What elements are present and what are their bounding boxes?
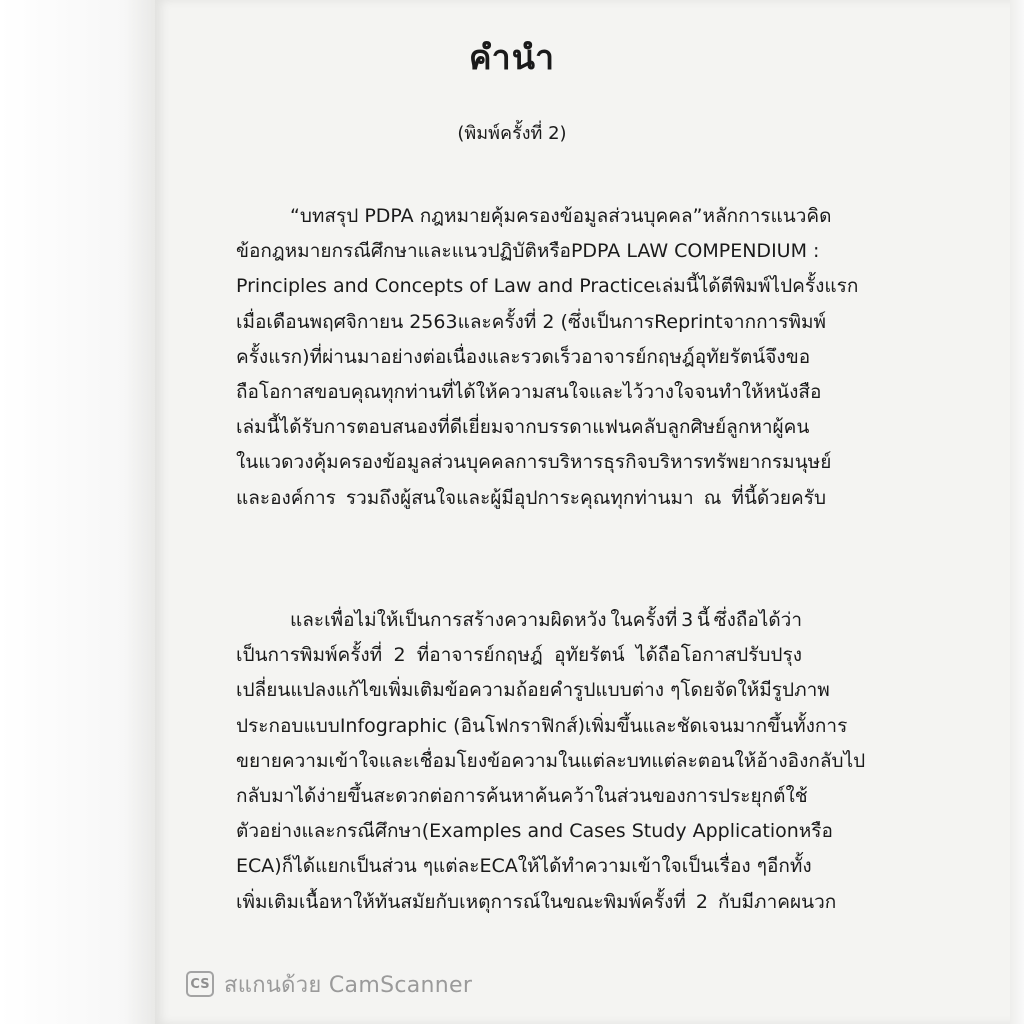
text-segment: การบริหารธุรกิจ: [515, 451, 648, 474]
text-segment: Principles and Concepts of Law and Practice: [236, 275, 656, 298]
text-line: [236, 485, 827, 511]
text-segment: จากการพิมพ์: [722, 310, 827, 333]
text-segment: ถ้อยคำ: [515, 679, 574, 702]
text-segment: ซึ่งถือได้ว่า: [713, 609, 802, 631]
text-segment: PDPA LAW COMPENDIUM :: [570, 240, 820, 263]
text-segment: บริหารทรัพยากรมนุษย์: [647, 451, 832, 474]
text-segment: 3: [681, 609, 694, 631]
page-subtitle: (พิมพ์ครั้งที่ 2): [457, 123, 567, 144]
text-segment: หลักการ: [702, 205, 771, 227]
text-segment: สะดวกต่อการค้นหาค้นคว้า: [373, 785, 595, 807]
text-segment: อุทัยรัตน์: [554, 644, 625, 667]
text-segment: ตัวอย่าง: [236, 820, 302, 843]
text-line: [236, 238, 820, 264]
text-segment: นี้: [696, 609, 710, 631]
text-segment: ถือโอกาสขอบคุณทุกท่านที่ได้ให้ความสนใจและไว้วางใจ: [236, 381, 695, 403]
text-segment: ณ: [703, 486, 722, 509]
text-line: [236, 414, 810, 440]
text-line: [236, 853, 812, 879]
text-segment: ECA: [479, 855, 518, 878]
facing-page-edge: [0, 0, 155, 1024]
text-segment: Infographic (อินโฟกราฟิกส์): [339, 714, 585, 737]
text-segment: เป็นการพิมพ์ครั้งที่: [236, 644, 383, 667]
text-segment: เพิ่มเติมเนื้อหาให้ทันสมัยกับเหตุการณ์ในขณะพิมพ์ครั้งที่: [236, 890, 686, 913]
camscanner-logo-icon: CS: [186, 971, 214, 997]
text-line: [290, 607, 802, 633]
text-segment: และกรณีศึกษา: [301, 820, 422, 843]
text-segment: รวมถึงผู้สนใจและผู้มีอุปการะคุณทุกท่านมา: [345, 486, 694, 509]
text-segment: ข้อกฎหมาย: [236, 240, 332, 263]
text-segment: อีกทั้ง: [766, 855, 812, 878]
text-line: [236, 748, 866, 774]
text-line: [236, 379, 822, 405]
text-line: [236, 783, 808, 809]
camscanner-watermark: [186, 970, 472, 998]
text-line: [236, 677, 830, 703]
text-segment: อุทัยรัตน์: [694, 345, 766, 368]
text-line: [290, 203, 832, 229]
text-segment: เล่มนี้ได้รับการตอบสนองที่ดีเยี่ยมจากบรรดาแฟนคลับ: [236, 416, 668, 439]
text-segment: ได้ตีพิมพ์ไปครั้งแรก: [698, 275, 859, 298]
text-segment: (Examples and Cases Study Application: [421, 820, 799, 843]
text-segment: เพิ่มขึ้นและชัดเจนมากขึ้น: [584, 714, 794, 737]
text-segment: 2: [695, 890, 708, 913]
text-segment: ที่อาจารย์กฤษฎ์: [416, 644, 543, 667]
text-segment: และเพื่อไม่ให้เป็นการสร้างความผิดหวัง: [290, 609, 607, 631]
text-segment: หรือ: [536, 240, 571, 263]
text-line: [236, 449, 832, 475]
text-segment: ในครั้งที่: [610, 609, 678, 631]
text-segment: แต่ละ: [433, 855, 480, 878]
text-segment: กลับมาได้ง่ายขึ้น: [236, 785, 374, 807]
text-segment: เพิ่มเติมข้อความ: [381, 679, 516, 702]
text-segment: เปลี่ยนแปลง: [236, 679, 336, 702]
text-segment: หรือ: [798, 820, 833, 843]
text-segment: อาจารย์กฤษฎ์: [581, 345, 695, 368]
text-segment: ก็ได้: [281, 855, 316, 878]
page-title: คำนำ: [468, 38, 556, 78]
text-segment: และองค์การ: [236, 486, 336, 509]
text-line: [236, 642, 802, 668]
text-segment: กรณีศึกษาและแนวปฏิบัติ: [331, 240, 537, 263]
text-segment: ได้ถือโอกาสปรับปรุง: [635, 644, 802, 667]
text-segment: ในแวดวงคุ้มครองข้อมูลส่วนบุคคล: [236, 451, 516, 474]
text-line: [236, 818, 833, 844]
text-segment: และครั้งที่ 2 (ซึ่งเป็นการ: [457, 310, 655, 333]
text-segment: รูปแบบต่าง ๆ: [573, 679, 681, 702]
text-segment: เล่มนี้: [655, 275, 699, 298]
text-line: [236, 309, 827, 335]
text-segment: ให้ได้ทำความเข้าใจเป็นเรื่อง ๆ: [517, 855, 767, 878]
text-segment: “บทสรุป PDPA กฎหมายคุ้มครองข้อมูลส่วนบุคคล”: [290, 205, 703, 227]
text-segment: แยกเป็นส่วน ๆ: [315, 855, 434, 878]
text-segment: ผู้คน: [772, 416, 810, 439]
text-segment: 2: [393, 644, 406, 667]
text-line: [236, 713, 848, 739]
text-segment: ประกอบแบบ: [236, 714, 340, 737]
text-segment: จึงขอ: [765, 345, 811, 368]
text-segment: ECA): [236, 855, 282, 878]
text-segment: ขยายความเข้าใจและเชื่อมโยงข้อความในแต่ละบทแต่ละตอนให้อ้างอิงกลับไป: [236, 749, 866, 772]
text-line: [236, 889, 837, 915]
text-segment: เมื่อเดือนพฤศจิกายน 2563: [236, 310, 458, 333]
text-segment: แก้ไข: [335, 679, 382, 702]
text-segment: ทั้งการ: [793, 714, 848, 737]
text-segment: โดยจัดให้มีรูปภาพ: [680, 679, 830, 702]
text-segment: จนทำให้หนังสือ: [694, 381, 822, 403]
text-segment: กับมีภาคผนวก: [717, 890, 837, 913]
text-segment: ในส่วนของการประยุกต์ใช้: [594, 785, 808, 807]
text-line: [236, 344, 811, 370]
text-segment: แนวคิด: [770, 205, 832, 227]
watermark-text: สแกนด้วย CamScanner: [224, 972, 473, 998]
text-segment: ที่นี้ด้วยครับ: [731, 486, 827, 509]
text-segment: ที่ผ่านมาอย่างต่อเนื่องและรวดเร็ว: [309, 345, 582, 368]
text-segment: ครั้งแรก): [236, 345, 310, 368]
page-right-edge: [1010, 0, 1024, 1024]
text-line: [236, 273, 859, 299]
text-segment: ลูกศิษย์ลูกหา: [667, 416, 773, 439]
text-segment: Reprint: [654, 310, 723, 333]
